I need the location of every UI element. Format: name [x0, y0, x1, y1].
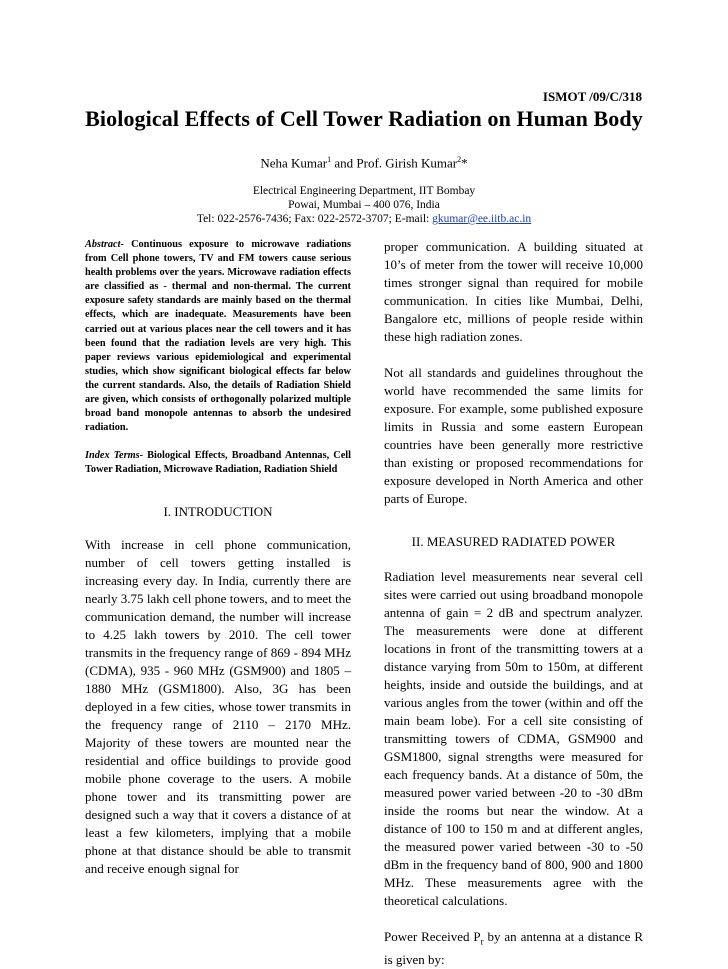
index-terms-text: Biological Effects, Broadband Antennas, Cell Tower Radiation, Microwave Radiation, Radiation Shield [85, 450, 351, 476]
contact-line [0, 212, 728, 226]
power-text-start: Power Received P [384, 929, 481, 944]
introduction-paragraph: With increase in cell phone communication, number of cell towers getting installed is increasing every day. In India, currently there are nearly 3.75 lakh cell phone towers, and to meet the communication demand, the number will increase to 4.25 lakh towers by 2010. The cell tower transmits in the frequency range of 869 - 894 MHz (CDMA), 935 - 960 MHz (GSM900) and 1805 – 1880 MHz (GSM1800). Also, 3G has been deployed in a few cities, whose tower transmits in the frequency range of 2110 – 2170 MHz. Majority of these towers are mounted near the residential and office buildings to provide good mobile phone coverage to the users. A mobile phone tower and its transmitting power are designed such a way that it covers a distance of at least a few kilometers, implying that a mobile phone at that distance should be able to transmit and receive enough signal for [85, 536, 351, 876]
author-join: and Prof. Girish Kumar [331, 155, 458, 171]
standards-paragraph: Not all standards and guidelines throughout the world have recommended the same limits for exposure. For example, some published exposure limits in Russia and some eastern European countries have been generally more restrictive than existing or proposed recommendations for exposure developed in North America and other parts of Europe. [384, 365, 643, 506]
email-link[interactable]: gkumar@ee.iitb.ac.in [432, 213, 532, 225]
paper-title: Biological Effects of Cell Tower Radiation on Human Body [85, 106, 643, 131]
affiliation-dept: Electrical Engineering Department, IIT Bombay [252, 185, 476, 197]
abstract [85, 238, 351, 435]
author-1-affil-mark: 1 [327, 155, 332, 164]
section-heading-introduction: I. INTRODUCTION [163, 503, 273, 519]
intro-continued-paragraph: proper communication. A building situated at 10’s of meter from the tower will receive 10,000 times stronger signal than required for mobile communication. In cities like Mumbai, Delhi, Bangalore etc, millions of people reside within these high radiation zones. [384, 239, 643, 344]
contact-text: Tel: 022-2576-7436; Fax: 022-2572-3707; E-mail: [196, 213, 433, 225]
abstract-lead: Abstract- [85, 239, 124, 250]
power-text-end: by an antenna at a distance R is given by: [384, 929, 643, 967]
left-column [85, 238, 351, 878]
author-2-affil-mark: 2 [457, 155, 462, 164]
author-1: Neha Kumar [260, 155, 328, 171]
measurements-paragraph: Radiation level measurements near several cell sites were carried out using broadband monopole antenna of gain = 2 dB and spectrum analyzer. The measurements were done at different locations in front of the transmitting towers at a distance varying from 50m to 150m, at different heights, inside and outside the buildings, and at various angles from the tower (within and off the main beam lobe). For a cell site consisting of transmitting towers of CDMA, GSM900 and GSM1800, signal strengths were measured for each frequency bands. At a distance of 50m, the measured power varied between -20 to -30 dBm inside the rooms but near the window. At a distance of 100 to 150 m and at different angles, the measured power varied between -30 to -50 dBm in the frequency band of 800, 900 and 1800 MHz. These measurements agree with the theoretical calculations. [384, 569, 643, 908]
index-terms-lead: Index Terms- [85, 450, 144, 462]
reference-code: ISMOT /09/C/318 [542, 89, 642, 104]
power-subscript: r [480, 936, 484, 947]
index-terms [85, 449, 351, 477]
right-column [384, 238, 643, 969]
abstract-text: Continuous exposure to microwave radiations from Cell phone towers, TV and FM towers cause serious health problems over the years. Microwave radiation effects are classified as - thermal and non-thermal. The current exposure safety standards are mainly based on the thermal effects, which are inadequate. Measurements have been carried out at various places near the cell towers and it has been found that the radiation levels are very high. This paper reviews various epidemiological and experimental studies, which show significant biological effects far below the current standards. Also, the details of Radiation Shield are given, which consists of orthogonally polarized multiple broad band monopole antennas to absorb the undesired radiation. [85, 239, 351, 434]
affiliation-city: Powai, Mumbai – 400 076, India [288, 199, 440, 211]
author-line [0, 155, 728, 171]
section-heading-measured-power: II. MEASURED RADIATED POWER [411, 534, 616, 549]
power-received-paragraph [384, 928, 643, 969]
corresponding-mark: * [461, 155, 468, 171]
